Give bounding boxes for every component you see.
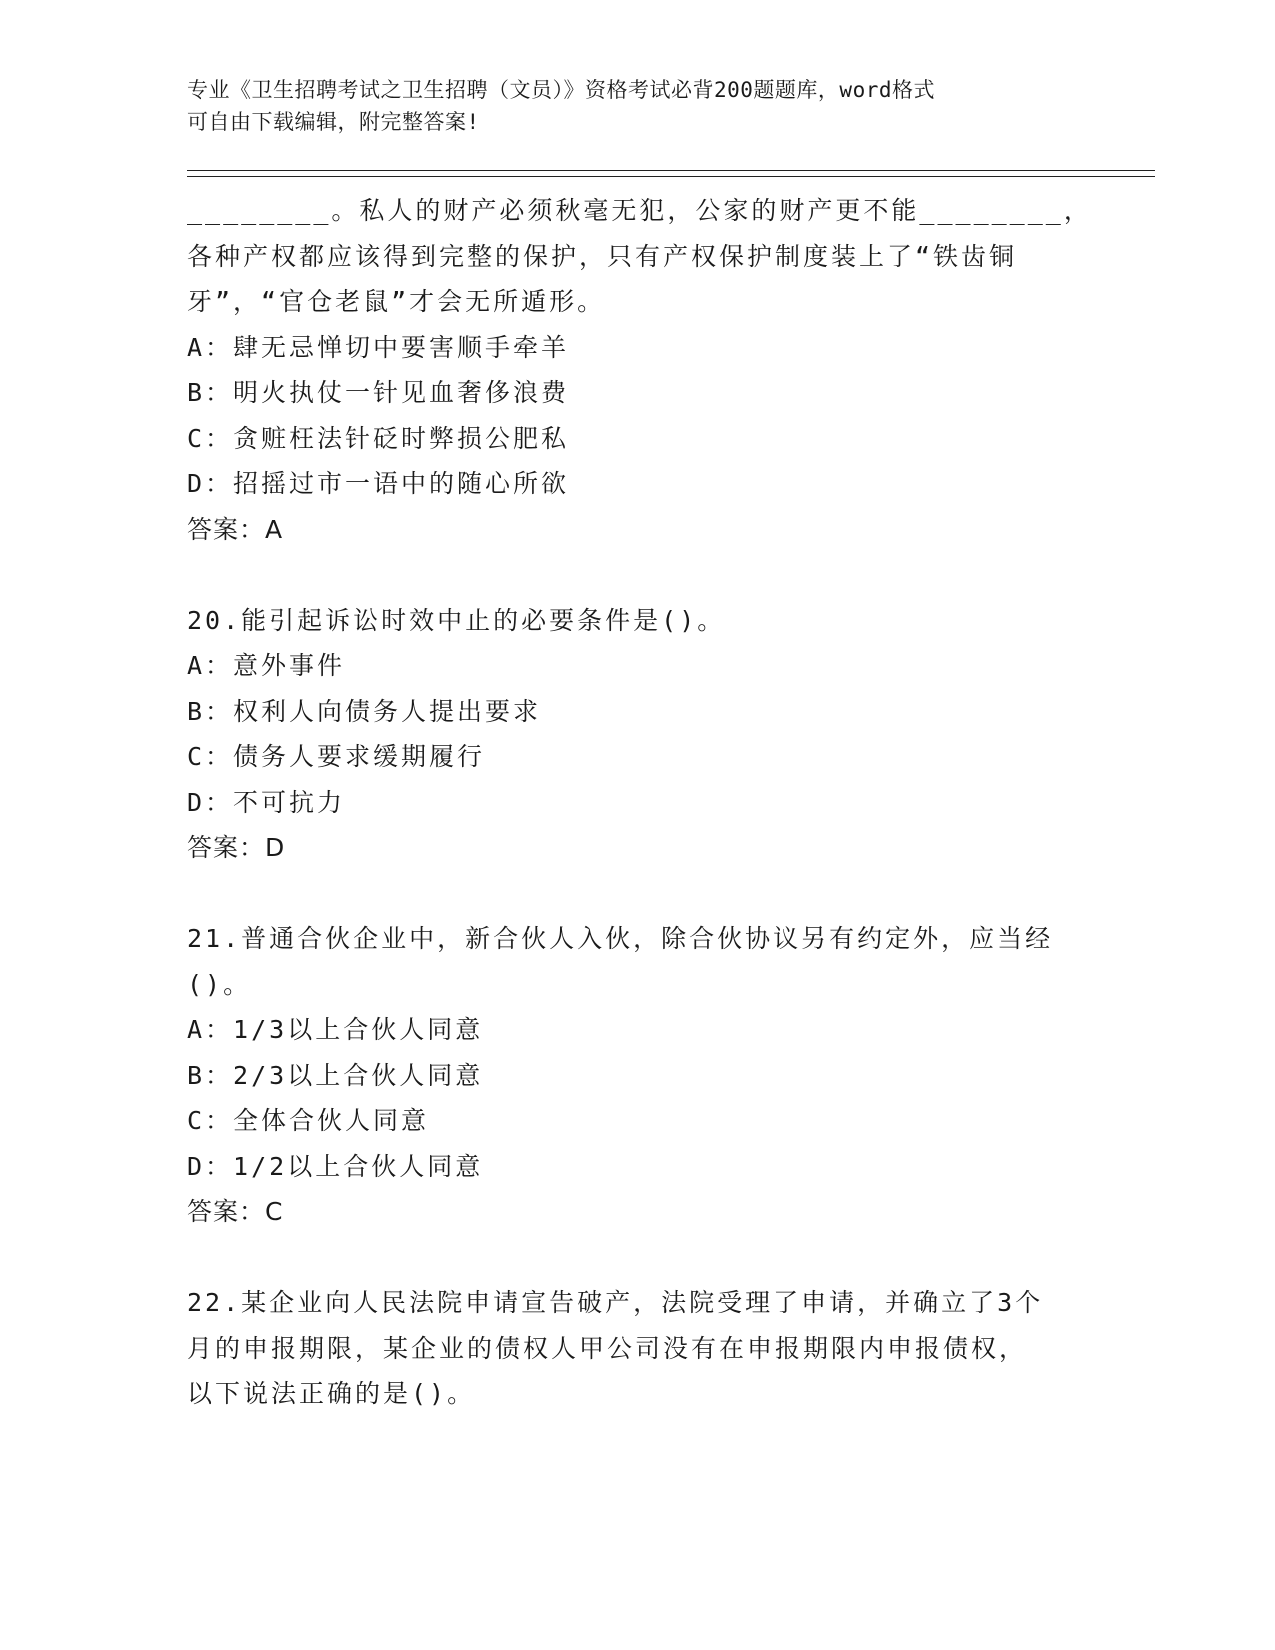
answer: 答案：C: [187, 1197, 284, 1226]
question-text-line: 各种产权都应该得到完整的保护，只有产权保护制度装上了“铁齿铜: [187, 241, 1018, 271]
question-text-line: ________。私人的财产必须秋毫无犯，公家的财产更不能________，: [187, 196, 1092, 225]
question-21: [187, 916, 1127, 1235]
option-b: B：2/3以上合伙人同意: [187, 1060, 484, 1090]
option-b: B：权利人向债务人提出要求: [187, 696, 542, 726]
answer: 答案：D: [187, 833, 286, 862]
document-header: [187, 74, 1087, 138]
header-rule-top: [187, 170, 1155, 171]
option-c: C：债务人要求缓期履行: [187, 742, 486, 771]
option-a: A：1/3以上合伙人同意: [187, 1015, 484, 1044]
header-rule-bottom: [187, 176, 1155, 177]
question-text-line: 21.普通合伙企业中，新合伙人入伙，除合伙协议另有约定外，应当经: [187, 924, 1054, 953]
question-text-line: 20.能引起诉讼时效中止的必要条件是()。: [187, 605, 726, 635]
option-a: A：意外事件: [187, 651, 346, 680]
option-b: B：明火执仗一针见血奢侈浪费: [187, 378, 570, 407]
option-d: D：招摇过市一语中的随心所欲: [187, 469, 570, 498]
question-19: [187, 188, 1127, 552]
question-content: [187, 188, 1127, 1417]
option-d: D：1/2以上合伙人同意: [187, 1151, 484, 1181]
option-a: A：肆无忌惮切中要害顺手牵羊: [187, 332, 570, 362]
question-text-line: 牙”，“官仓老鼠”才会无所遁形。: [187, 287, 606, 316]
question-22: [187, 1280, 1127, 1417]
question-text-line: ()。: [187, 969, 252, 999]
spacer: [187, 871, 1127, 917]
question-20: [187, 598, 1127, 871]
question-text-line: 以下说法正确的是()。: [187, 1379, 476, 1408]
question-text-line: 月的申报期限，某企业的债权人甲公司没有在申报期限内申报债权，: [187, 1333, 1028, 1363]
answer: 答案：A: [187, 514, 284, 544]
option-d: D：不可抗力: [187, 787, 346, 817]
header-line-1: 专业《卫生招聘考试之卫生招聘（文员）》资格考试必背200题题库，word格式: [187, 78, 935, 102]
header-line-2: 可自由下载编辑，附完整答案!: [187, 110, 480, 134]
question-text-line: 22.某企业向人民法院申请宣告破产，法院受理了申请，并确立了3个: [187, 1288, 1044, 1317]
spacer: [187, 1235, 1127, 1281]
option-c: C：贪赃枉法针砭时弊损公肥私: [187, 423, 570, 453]
spacer: [187, 552, 1127, 598]
option-c: C：全体合伙人同意: [187, 1106, 430, 1135]
